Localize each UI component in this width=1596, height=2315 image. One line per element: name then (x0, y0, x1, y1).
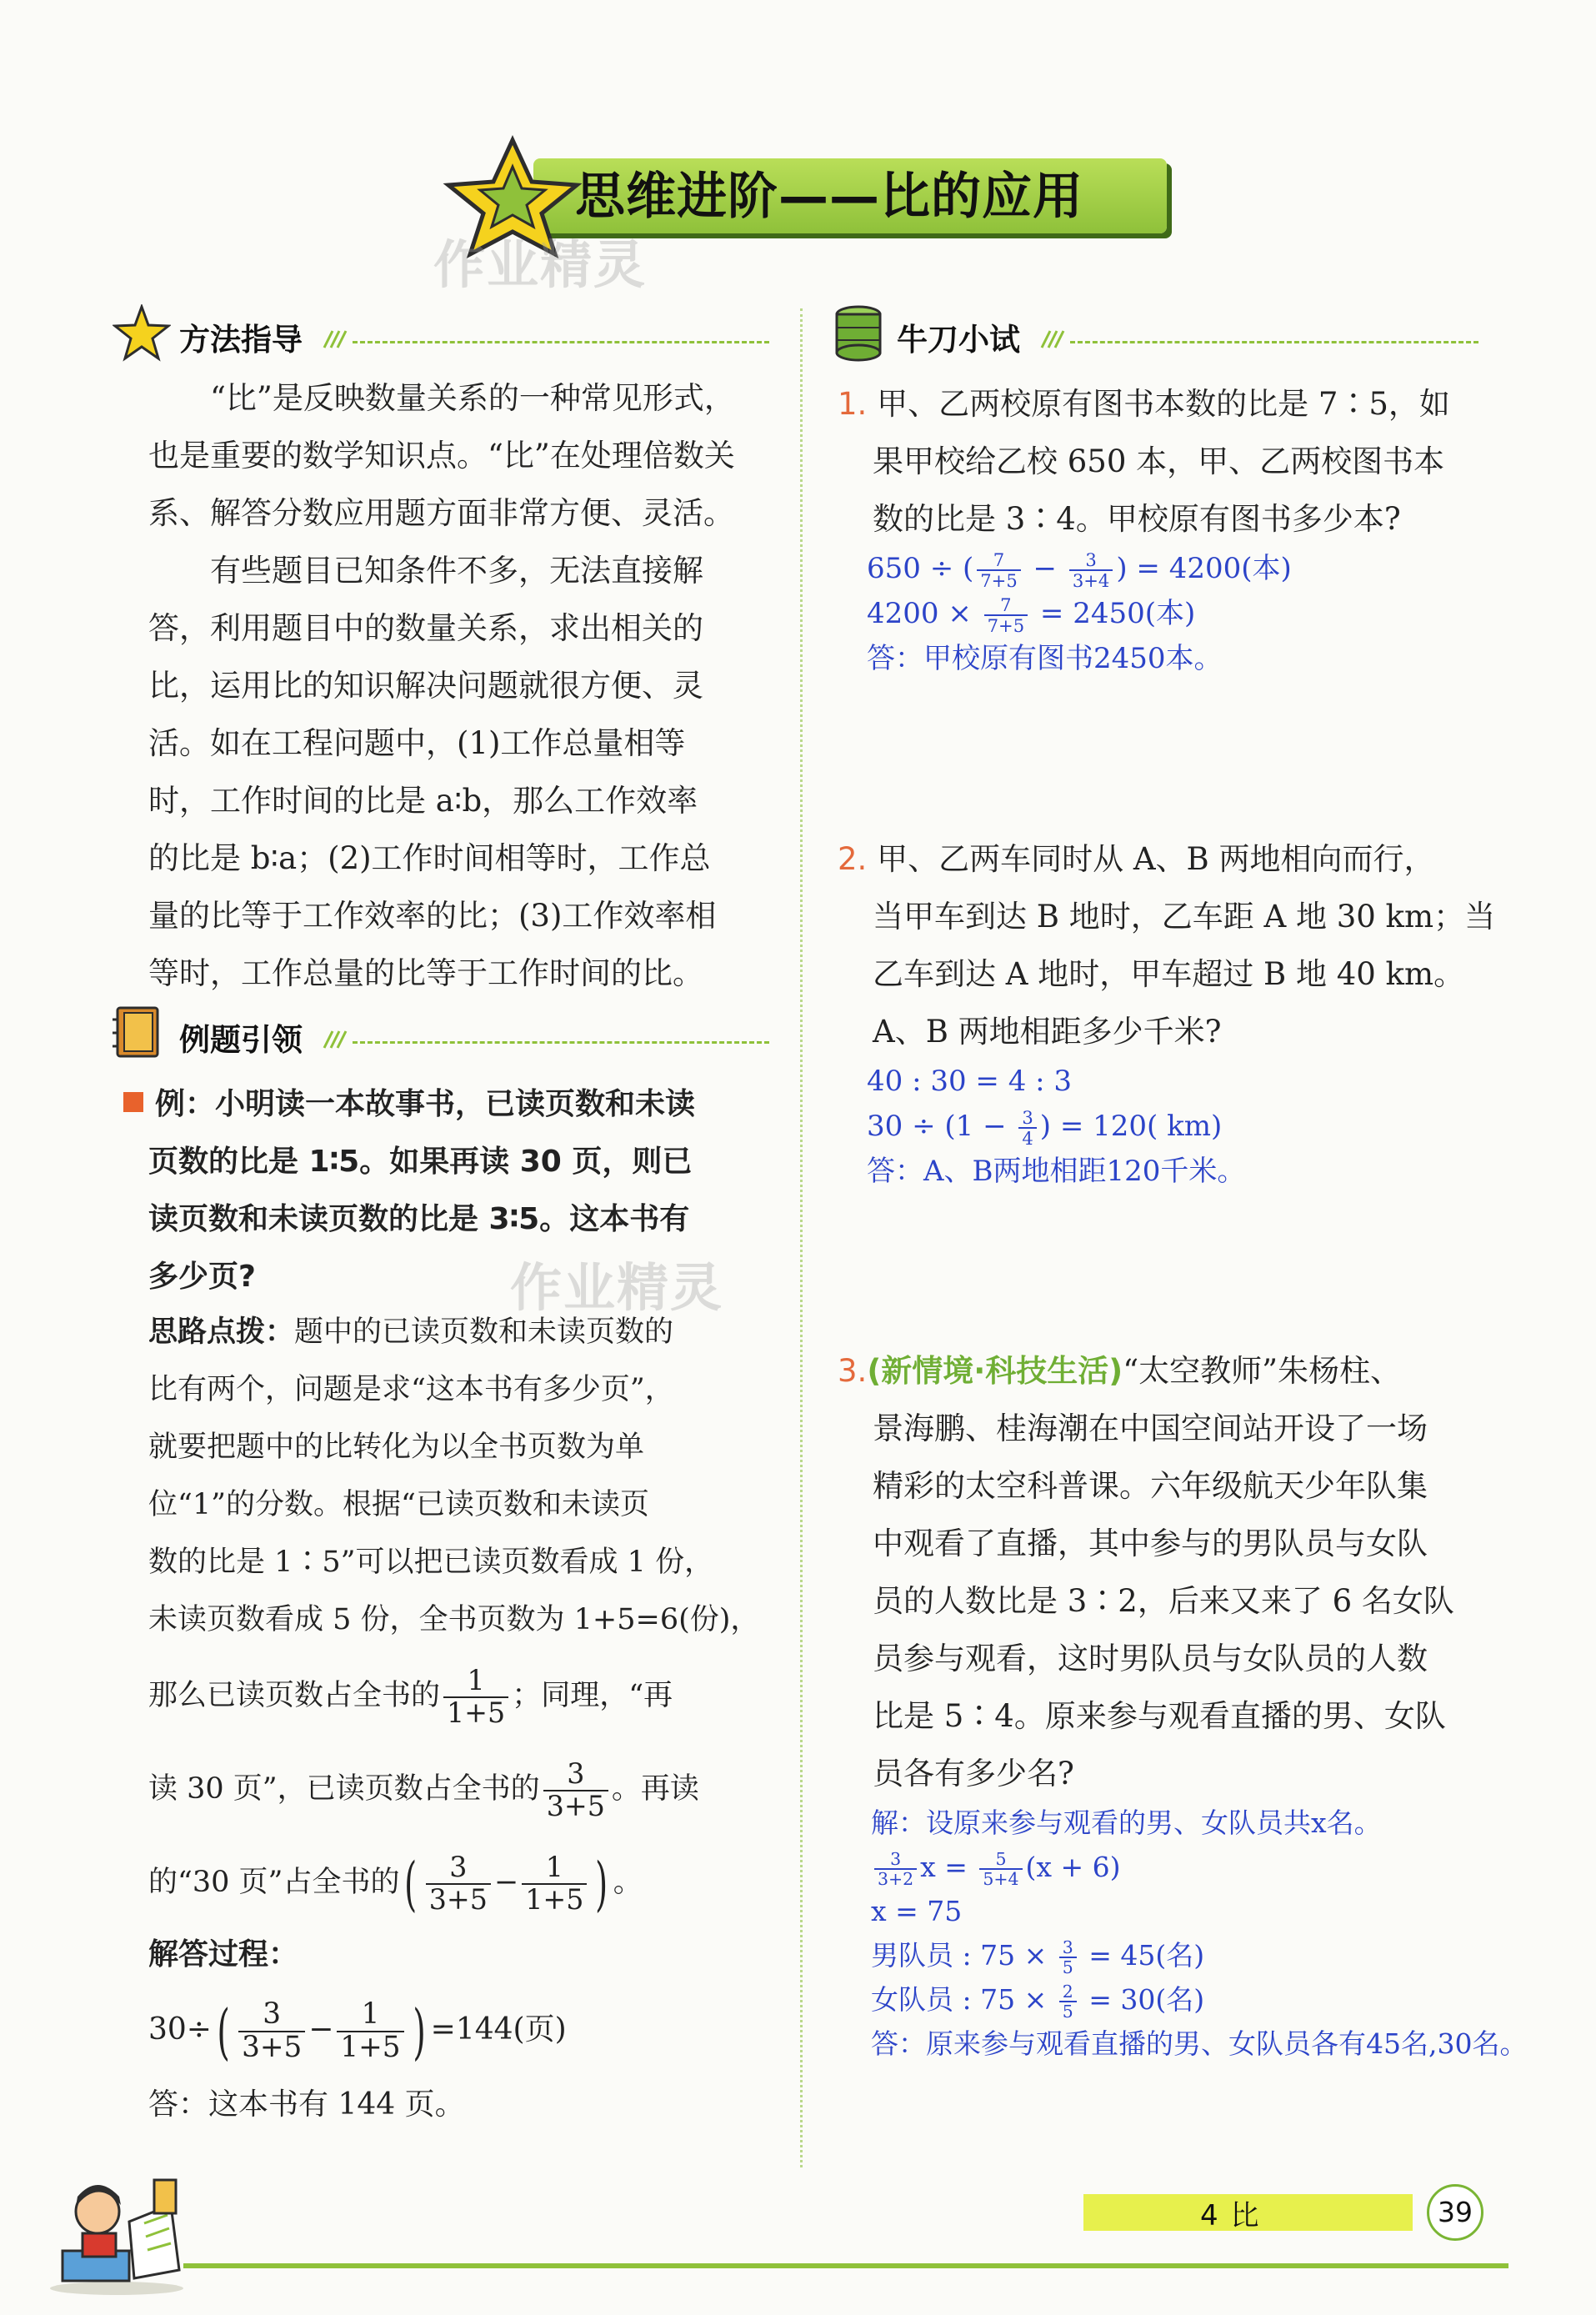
section-title: 牛刀小试 (897, 322, 1020, 358)
answer-line: 答：甲校原有图书2450本。 (867, 642, 1223, 675)
text-line: 数的比是 3∶4。甲校原有图书多少本? (873, 501, 1401, 537)
fraction: $\frac{3}{3+4}$ (1069, 550, 1113, 590)
text-line: 精彩的太空科普课。六年级航天少年队集 (873, 1468, 1428, 1504)
fraction: $\frac{7}{7+5}$ (984, 595, 1028, 635)
text-line: 有些题目已知条件不多，无法直接解 (210, 553, 703, 589)
text-line: 。 (613, 1866, 643, 1899)
text-line: 比，运用比的知识解决问题就很方便、灵 (148, 668, 703, 704)
slash-icon (323, 329, 348, 349)
fraction: $\frac{1}{1+5}$ (522, 1852, 587, 1915)
text-line: 活。如在工程问题中，(1)工作总量相等 (148, 725, 686, 761)
text-line: 系、解答分数应用题方面非常方便、灵活。 (148, 495, 734, 531)
bullet-square (123, 1092, 143, 1112)
text-line: 员参与观看，这时男队员与女队员的人数 (873, 1641, 1428, 1676)
dashed-rule (353, 1041, 769, 1044)
section-title: 方法指导 (179, 322, 303, 358)
text-line: 果甲校给乙校 650 本，甲、乙两校图书本 (873, 443, 1445, 479)
question-number: 1. (838, 386, 868, 422)
coins-icon (833, 304, 883, 363)
text-line: 页数的比是 1∶5。如果再读 30 页，则已 (148, 1145, 693, 1179)
answer-2: 40 : 30 = 4 : 3 30 ÷ (1 − $\frac{3}{4}$ ) = 120( km) 答：A、B两地相距120千米。 (867, 1059, 1517, 1194)
section-example-header (113, 1005, 771, 1063)
text-line: 员的人数比是 3∶2，后来又来了 6 名女队 (873, 1583, 1454, 1619)
text-line: 那么已读页数占全书的 (148, 1679, 441, 1712)
hint-label: 思路点拨： (148, 1315, 295, 1349)
page-number: 39 (1427, 2184, 1483, 2241)
answer-line: 答：A、B两地相距120千米。 (867, 1155, 1246, 1188)
fraction: $\frac{3}{4}$ (1018, 1108, 1036, 1148)
section-method-header (113, 304, 771, 363)
star-icon (113, 304, 171, 363)
question-number: 3. (838, 1353, 868, 1389)
footer-rule (183, 2263, 1508, 2268)
solution-equation: 30÷( $\frac{3}{3+5}$ − $\frac{1}{1+5}$ ) =144(页) (148, 1997, 567, 2067)
text-line: “比”是反映数量关系的一种常见形式， (210, 380, 735, 416)
answer-3: 解：设原来参与观看的男、女队员共x名。 $\frac{3}{3+2}$ x = $\frac{5}{5+4}$ (x + 6) x = 75 男队员 : 75 × $\frac{3}{5}$ = 45(名) 女队员 : 75 × $\frac{2}{5}$ = 30(名) 答：原来参与观看直播的男、女队员各有45名,30名。 (871, 1801, 1563, 2066)
solution-label: 解答过程： (148, 1937, 299, 1972)
text-line: 员各有多少名? (873, 1756, 1074, 1791)
question-2 (838, 830, 1504, 1060)
text-line: 多少页? (148, 1260, 256, 1294)
answer-line: 答：原来参与观看直播的男、女队员各有45名,30名。 (871, 2027, 1528, 2060)
text-line: 读 30 页”，已读页数占全书的 (148, 1772, 540, 1806)
text-line: 数的比是 1∶5”可以把已读页数看成 1 份， (148, 1546, 714, 1579)
text-line: 时，工作时间的比是 a∶b，那么工作效率 (148, 783, 698, 819)
method-paragraph-1 (148, 369, 765, 542)
section-title: 例题引领 (179, 1022, 303, 1058)
fraction: $\frac{3}{3+5}$ (238, 1999, 305, 2063)
text-line: 也是重要的数学知识点。“比”在处理倍数关 (148, 438, 735, 474)
chapter-label: 4 比 (1200, 2199, 1261, 2232)
text-line: 位“1”的分数。根据“已读页数和未读页 (148, 1488, 649, 1521)
text-line: “太空教师”朱杨柱、 (1123, 1353, 1402, 1389)
slash-icon (323, 1030, 348, 1050)
text-line: 景海鹏、桂海潮在中国空间站开设了一场 (873, 1411, 1428, 1446)
text-line: 乙车到达 A 地时，甲车超过 B 地 40 km。 (873, 956, 1465, 992)
text-line: 的“30 页”占全书的 (148, 1866, 400, 1899)
example-hint: 思路点拨：题中的已读页数和未读页数的 比有两个，问题是求“这本书有多少页”， 就要把题中的比转化为以全书页数为单 位“1”的分数。根据“已读页数和未读页 数的比是 1∶5”可以把已读页数看成 1 份， 未读页数看成 5 份，全书页数为 1+5=6(份)， 那么已读页数占全书的 $\frac{1}{1+5}$ ；同理，“再 读 30 页”，已读页数占全书的 $\frac{3}{3+5}$ 。再读 的“30 页”占全书的( $\frac{3}{3+5}$ − $\frac{1}{1+5}$ ) 。 (148, 1304, 765, 1929)
dashed-rule (353, 341, 769, 343)
text-line: 读页数和未读页数的比是 3∶5。这本书有 (148, 1202, 690, 1236)
answer-line: 解：设原来参与观看的男、女队员共x名。 (871, 1806, 1382, 1839)
text-line: 中观看了直播，其中参与的男队员与女队 (873, 1526, 1428, 1561)
fraction: $\frac{2}{5}$ (1059, 1982, 1077, 2022)
text-line: 。再读 (611, 1772, 699, 1806)
fraction: $\frac{1}{1+5}$ (337, 1999, 403, 2063)
fraction: $\frac{3}{3+5}$ (426, 1852, 491, 1915)
section-practice-header (833, 304, 1483, 363)
text-line: 答，利用题目中的数量关系，求出相关的 (148, 610, 703, 646)
watermark: 作业精灵 (433, 234, 648, 295)
dashed-rule (1070, 341, 1478, 343)
fraction: $\frac{5}{5+4}$ (979, 1850, 1022, 1889)
question-3 (838, 1342, 1529, 1802)
answer-line: x = 75 (871, 1895, 963, 1927)
question-number: 2. (838, 841, 868, 877)
column-divider (800, 308, 803, 2167)
answer-line: 40 : 30 = 4 : 3 (867, 1065, 1073, 1098)
text-line: 比有两个，问题是求“这本书有多少页”， (148, 1373, 674, 1406)
text-line: 等时，工作总量的比等于工作时间的比。 (148, 955, 703, 991)
fraction: $\frac{3}{3+5}$ (543, 1759, 608, 1821)
text-line: 当甲车到达 B 地时，乙车距 A 地 30 km；当 (873, 899, 1496, 935)
text-line: 甲、乙两校原有图书本数的比是 7∶5，如 (877, 386, 1450, 422)
example-question (123, 1075, 773, 1305)
book-icon (113, 1005, 164, 1060)
fraction: $\frac{3}{3+2}$ (874, 1850, 917, 1889)
text-line: 甲、乙两车同时从 A、B 两地相向而行， (877, 841, 1435, 877)
fraction: $\frac{1}{1+5}$ (443, 1666, 508, 1728)
answer-1: 650 ÷ ( $\frac{7}{7+5}$ − $\frac{3}{3+4}$ ) = 4200(本) 4200 × $\frac{7}{7+5}$ = 2450(本) 答：甲校原有图书2450本。 (867, 546, 1517, 681)
slash-icon (1040, 329, 1065, 349)
text-line: 量的比等于工作效率的比；(3)工作效率相 (148, 898, 717, 934)
context-tag: (新情境·科技生活) (867, 1353, 1123, 1389)
watermark: 作业精灵 (510, 1257, 724, 1318)
question-1 (838, 375, 1504, 548)
reading-child-illustration (46, 2172, 188, 2297)
fraction: $\frac{3}{5}$ (1059, 1938, 1077, 1977)
text-line: 比是 5∶4。原来参与观看直播的男、女队 (873, 1698, 1446, 1734)
page-title: 思维进阶——比的应用 (575, 168, 1083, 226)
method-paragraph-2 (148, 542, 765, 1002)
text-line: 就要把题中的比转化为以全书页数为单 (148, 1431, 645, 1464)
example-answer: 答：这本书有 144 页。 (148, 2087, 465, 2122)
text-line: 题中的已读页数和未读页数的 (294, 1315, 674, 1349)
fraction: $\frac{7}{7+5}$ (977, 550, 1020, 590)
text-line: 未读页数看成 5 份，全书页数为 1+5=6(份)， (148, 1603, 760, 1636)
text-line: A、B 两地相距多少千米? (873, 1014, 1222, 1050)
text-line: 的比是 b∶a；(2)工作时间相等时，工作总 (148, 840, 711, 876)
text-line: 例：小明读一本故事书，已读页数和未读 (155, 1087, 696, 1121)
text-line: ；同理，“再 (512, 1679, 673, 1712)
